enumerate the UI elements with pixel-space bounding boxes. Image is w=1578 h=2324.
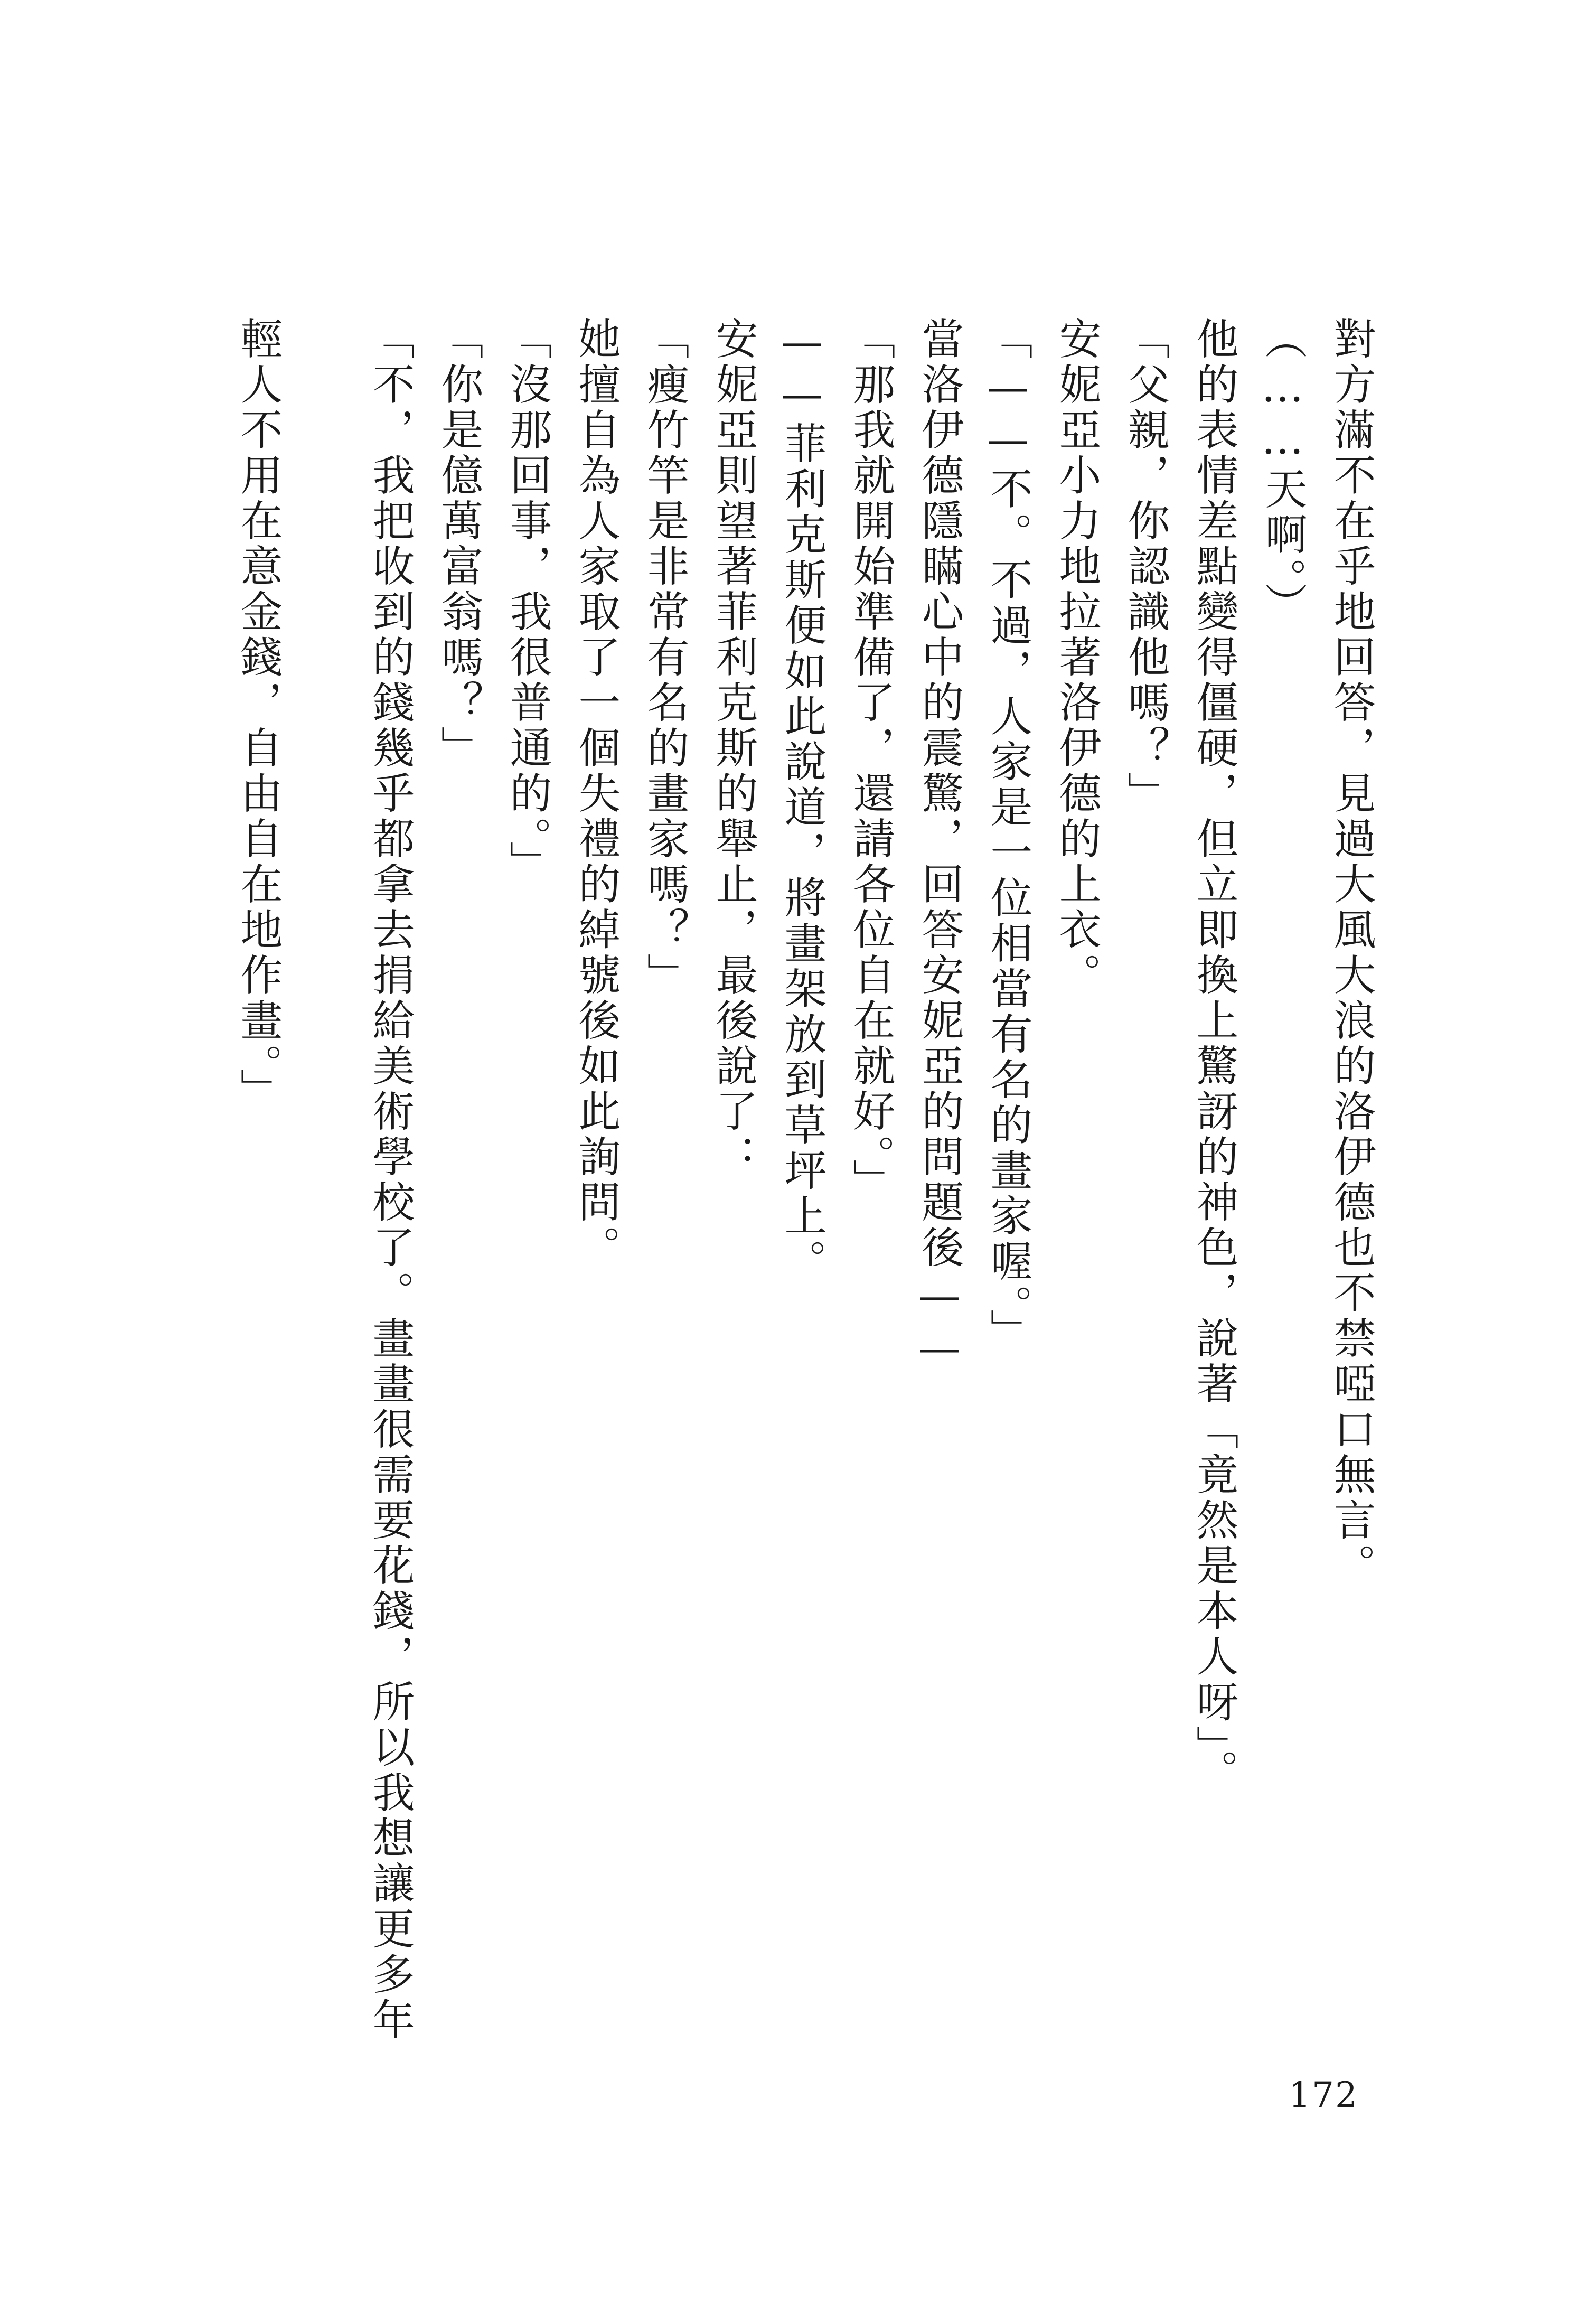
text-line: 「——不。不過，人家是一位相當有名的畫家喔。」	[983, 317, 1032, 1354]
text-line: 「父親，你認識他嗎？」	[1121, 317, 1170, 817]
page-number: 172	[1289, 2075, 1358, 2115]
text-line: 「那我就開始準備了，還請各位自在就好。」	[846, 317, 895, 1204]
text-line: 他的表情差點變得僵硬，但立即換上驚訝的神色，說著「竟然是本人呀」。	[1189, 317, 1238, 1795]
text-line: 「不，我把收到的錢幾乎都拿去捐給美術學校了。畫畫很需要花錢，所以我想讓更多年	[365, 317, 415, 2043]
text-line: 當洛伊德隱瞞心中的震驚，回答安妮亞的問題後——	[915, 317, 964, 1375]
text-line: 輕人不用在意金錢，自由自在地作畫。」	[233, 317, 283, 1113]
text-line: 「你是億萬富翁嗎？」	[434, 317, 483, 771]
text-line: 「瘦竹竿是非常有名的畫家嗎？」	[640, 317, 689, 998]
text-line: 對方滿不在乎地回答，見過大風大浪的洛伊德也不禁啞口無言。	[1327, 317, 1376, 1589]
text-line: （……天啊。）	[1258, 317, 1307, 627]
text-line: 安妮亞小力地拉著洛伊德的上衣。	[1052, 317, 1101, 998]
text-line: ——菲利克斯便如此說道，將畫架放到草坪上。	[777, 317, 826, 1285]
text-line: 安妮亞則望著菲利克斯的舉止，最後說了：	[709, 317, 758, 1180]
text-line: 她擅自為人家取了一個失禮的綽號後如此詢問。	[571, 317, 621, 1271]
text-line: 「沒那回事，我很普通的。」	[503, 317, 552, 886]
